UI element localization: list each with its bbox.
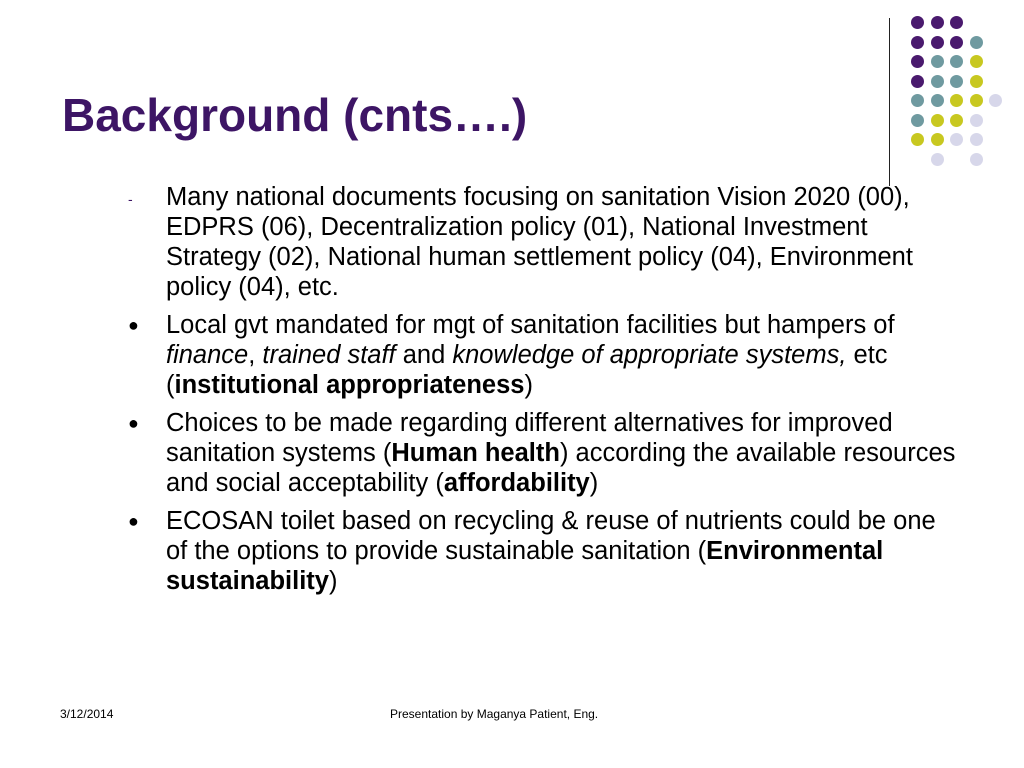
slide-title: Background (cnts….) — [62, 89, 528, 141]
bullet-text-segment: Human health — [391, 439, 560, 467]
decorative-dot — [950, 133, 963, 146]
decorative-dot — [911, 94, 924, 107]
bullet-text-segment: Local gvt mandated for mgt of sanitation facilities but hampers of — [166, 311, 895, 339]
bullet-text-segment: ) — [328, 567, 338, 595]
bullet-text-segment: Choices to be made regarding different alternatives for improved sanitation systems ( — [166, 409, 893, 467]
decorative-dot — [950, 94, 963, 107]
decorative-dot — [931, 36, 944, 49]
decorative-dot — [911, 36, 924, 49]
decorative-dot — [970, 75, 983, 88]
bullet-text-segment: ) — [524, 371, 533, 399]
decorative-dot — [931, 55, 944, 68]
decorative-dot — [970, 55, 983, 68]
decorative-dot — [931, 94, 944, 107]
decorative-dot — [931, 153, 944, 166]
decorative-dot — [950, 16, 963, 29]
bullet-text-segment: institutional appropriateness — [174, 371, 525, 399]
decorative-dot — [950, 36, 963, 49]
decorative-dot — [970, 114, 983, 127]
dash-bullet-icon: - — [128, 191, 133, 207]
bullet-item — [120, 506, 960, 596]
decorative-dot — [911, 55, 924, 68]
bullet-item — [120, 408, 960, 498]
bullet-text-segment: etc ( — [166, 341, 888, 399]
bullet-text-segment: ) according the available resources and social acceptability ( — [166, 439, 956, 497]
bullet-text-segment: affordability — [443, 469, 590, 497]
decorative-dot — [911, 114, 924, 127]
decorative-dot — [989, 94, 1002, 107]
bullet-text-segment: knowledge of appropriate systems, — [452, 341, 847, 369]
disc-bullet-icon: ● — [128, 511, 139, 531]
vertical-divider — [889, 18, 890, 186]
bullet-list — [120, 182, 960, 604]
bullet-item — [120, 182, 960, 302]
decorative-dot — [911, 75, 924, 88]
decorative-dot — [970, 133, 983, 146]
decorative-dot — [950, 75, 963, 88]
bullet-text-segment: Environmental sustainability — [166, 537, 884, 595]
decorative-dot — [931, 75, 944, 88]
bullet-text-segment: trained staff — [262, 341, 396, 369]
decorative-dot — [950, 55, 963, 68]
bullet-item — [120, 310, 960, 400]
decorative-dot — [970, 153, 983, 166]
decorative-dot — [911, 133, 924, 146]
bullet-text-segment: Many national documents focusing on sanitation Vision 2020 (00), EDPRS (06), Decentralization policy (01), National Investment Strategy (02), National human settlement policy (04), Environment policy (04), etc. — [166, 183, 913, 301]
decorative-dot — [911, 16, 924, 29]
bullet-text-segment: , — [248, 341, 263, 369]
decorative-dot — [970, 94, 983, 107]
disc-bullet-icon: ● — [128, 315, 139, 335]
bullet-text-segment: ) — [589, 469, 599, 497]
decorative-dot — [950, 114, 963, 127]
bullet-text-segment: finance — [166, 341, 249, 369]
footer-credit: Presentation by Maganya Patient, Eng. — [390, 707, 599, 721]
footer-date: 3/12/2014 — [60, 707, 114, 721]
decorative-dot — [931, 133, 944, 146]
decorative-dot — [970, 36, 983, 49]
decorative-dot — [931, 114, 944, 127]
decorative-dot — [931, 16, 944, 29]
bullet-text-segment: and — [395, 341, 453, 369]
bullet-text-segment: ECOSAN toilet based on recycling & reuse of nutrients could be one of the options to provide sustainable sanitation ( — [166, 507, 936, 565]
disc-bullet-icon: ● — [128, 413, 139, 433]
